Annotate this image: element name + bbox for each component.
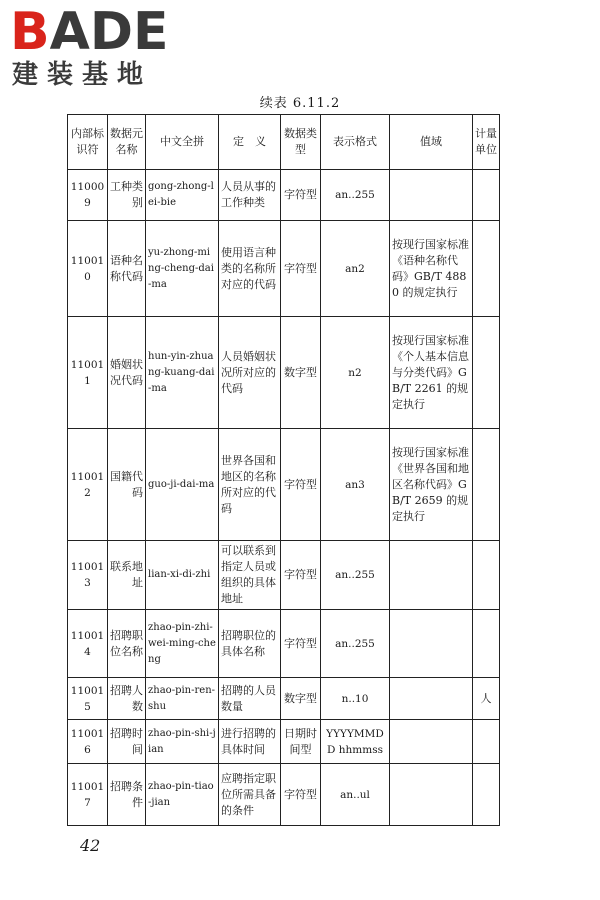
data-element-table xyxy=(67,114,500,826)
cell-value-domain xyxy=(390,170,473,221)
cell-unit xyxy=(473,610,500,678)
cell-element-name: 婚姻状况代码 xyxy=(108,317,146,429)
cell-value-domain: 按现行国家标准《世界各国和地区名称代码》GB/T 2659 的规定执行 xyxy=(390,429,473,541)
cell-identifier: 110015 xyxy=(68,678,108,720)
table-caption: 续表 6.11.2 xyxy=(259,96,341,111)
logo-accent-letter: B xyxy=(10,2,50,62)
cell-data-type: 字符型 xyxy=(281,170,321,221)
cell-identifier: 110011 xyxy=(68,317,108,429)
cell-pinyin: zhao-pin-ren-shu xyxy=(146,678,219,720)
cell-pinyin: gong-zhong-lei-bie xyxy=(146,170,219,221)
logo-subtitle: 建装基地 xyxy=(12,60,153,90)
table-row xyxy=(68,221,500,317)
cell-unit xyxy=(473,764,500,826)
cell-data-type: 字符型 xyxy=(281,764,321,826)
cell-format: an2 xyxy=(321,221,390,317)
page-number: 42 xyxy=(80,836,101,855)
cell-data-type: 日期时间型 xyxy=(281,720,321,764)
logo-rest-letters: ADE xyxy=(49,2,169,62)
cell-value-domain: 按现行国家标准《语种名称代码》GB/T 4880 的规定执行 xyxy=(390,221,473,317)
cell-value-domain: 按现行国家标准《个人基本信息与分类代码》GB/T 2261 的规定执行 xyxy=(390,317,473,429)
header-cell: 值域 xyxy=(390,115,473,170)
cell-definition: 进行招聘的具体时间 xyxy=(219,720,281,764)
cell-unit: 人 xyxy=(473,678,500,720)
cell-element-name: 语种名称代码 xyxy=(108,221,146,317)
cell-pinyin: hun-yin-zhuang-kuang-dai-ma xyxy=(146,317,219,429)
cell-element-name: 招聘条件 xyxy=(108,764,146,826)
header-cell: 定 义 xyxy=(219,115,281,170)
cell-identifier: 110009 xyxy=(68,170,108,221)
cell-data-type: 数字型 xyxy=(281,317,321,429)
cell-unit xyxy=(473,317,500,429)
cell-data-type: 字符型 xyxy=(281,429,321,541)
cell-data-type: 数字型 xyxy=(281,678,321,720)
cell-element-name: 国籍代码 xyxy=(108,429,146,541)
cell-definition: 人员婚姻状况所对应的代码 xyxy=(219,317,281,429)
cell-data-type: 字符型 xyxy=(281,221,321,317)
cell-element-name: 联系地址 xyxy=(108,541,146,610)
header-cell: 表示格式 xyxy=(321,115,390,170)
cell-definition: 世界各国和地区的名称所对应的代码 xyxy=(219,429,281,541)
table-row xyxy=(68,429,500,541)
cell-format: an..255 xyxy=(321,610,390,678)
cell-value-domain xyxy=(390,720,473,764)
cell-element-name: 招聘时间 xyxy=(108,720,146,764)
cell-identifier: 110012 xyxy=(68,429,108,541)
cell-definition: 应聘指定职位所需具备的条件 xyxy=(219,764,281,826)
cell-pinyin: yu-zhong-ming-cheng-dai-ma xyxy=(146,221,219,317)
cell-pinyin: zhao-pin-shi-jian xyxy=(146,720,219,764)
cell-unit xyxy=(473,720,500,764)
table-header-row xyxy=(68,115,500,170)
table-row xyxy=(68,317,500,429)
cell-data-type: 字符型 xyxy=(281,541,321,610)
cell-data-type: 字符型 xyxy=(281,610,321,678)
cell-identifier: 110010 xyxy=(68,221,108,317)
cell-identifier: 110013 xyxy=(68,541,108,610)
header-cell: 数据类型 xyxy=(281,115,321,170)
table-row xyxy=(68,764,500,826)
cell-unit xyxy=(473,429,500,541)
header-cell: 中文全拼 xyxy=(146,115,219,170)
cell-element-name: 招聘人数 xyxy=(108,678,146,720)
cell-definition: 招聘职位的具体名称 xyxy=(219,610,281,678)
cell-definition: 人员从事的工作种类 xyxy=(219,170,281,221)
table-row xyxy=(68,170,500,221)
table-row xyxy=(68,541,500,610)
cell-unit xyxy=(473,221,500,317)
cell-pinyin: zhao-pin-tiao-jian xyxy=(146,764,219,826)
logo-wordmark xyxy=(10,4,169,60)
header-cell: 计量单位 xyxy=(473,115,500,170)
cell-pinyin: zhao-pin-zhi-wei-ming-cheng xyxy=(146,610,219,678)
cell-value-domain xyxy=(390,610,473,678)
cell-format: an..ul xyxy=(321,764,390,826)
table-row xyxy=(68,678,500,720)
cell-format: an..255 xyxy=(321,541,390,610)
cell-element-name: 招聘职位名称 xyxy=(108,610,146,678)
cell-identifier: 110017 xyxy=(68,764,108,826)
table-row xyxy=(68,610,500,678)
cell-format: YYYYMMDD hhmmss xyxy=(321,720,390,764)
cell-value-domain xyxy=(390,678,473,720)
cell-pinyin: lian-xi-di-zhi xyxy=(146,541,219,610)
cell-format: an..255 xyxy=(321,170,390,221)
header-cell: 内部标识符 xyxy=(68,115,108,170)
cell-pinyin: guo-ji-dai-ma xyxy=(146,429,219,541)
cell-identifier: 110014 xyxy=(68,610,108,678)
cell-format: n2 xyxy=(321,317,390,429)
cell-identifier: 110016 xyxy=(68,720,108,764)
cell-value-domain xyxy=(390,541,473,610)
cell-unit xyxy=(473,170,500,221)
cell-definition: 招聘的人员数量 xyxy=(219,678,281,720)
table-row xyxy=(68,720,500,764)
cell-format: n..10 xyxy=(321,678,390,720)
bade-logo xyxy=(10,4,169,90)
cell-value-domain xyxy=(390,764,473,826)
cell-unit xyxy=(473,541,500,610)
cell-definition: 使用语言种类的名称所对应的代码 xyxy=(219,221,281,317)
cell-definition: 可以联系到指定人员或组织的具体地址 xyxy=(219,541,281,610)
header-cell: 数据元名称 xyxy=(108,115,146,170)
cell-element-name: 工种类别 xyxy=(108,170,146,221)
cell-format: an3 xyxy=(321,429,390,541)
